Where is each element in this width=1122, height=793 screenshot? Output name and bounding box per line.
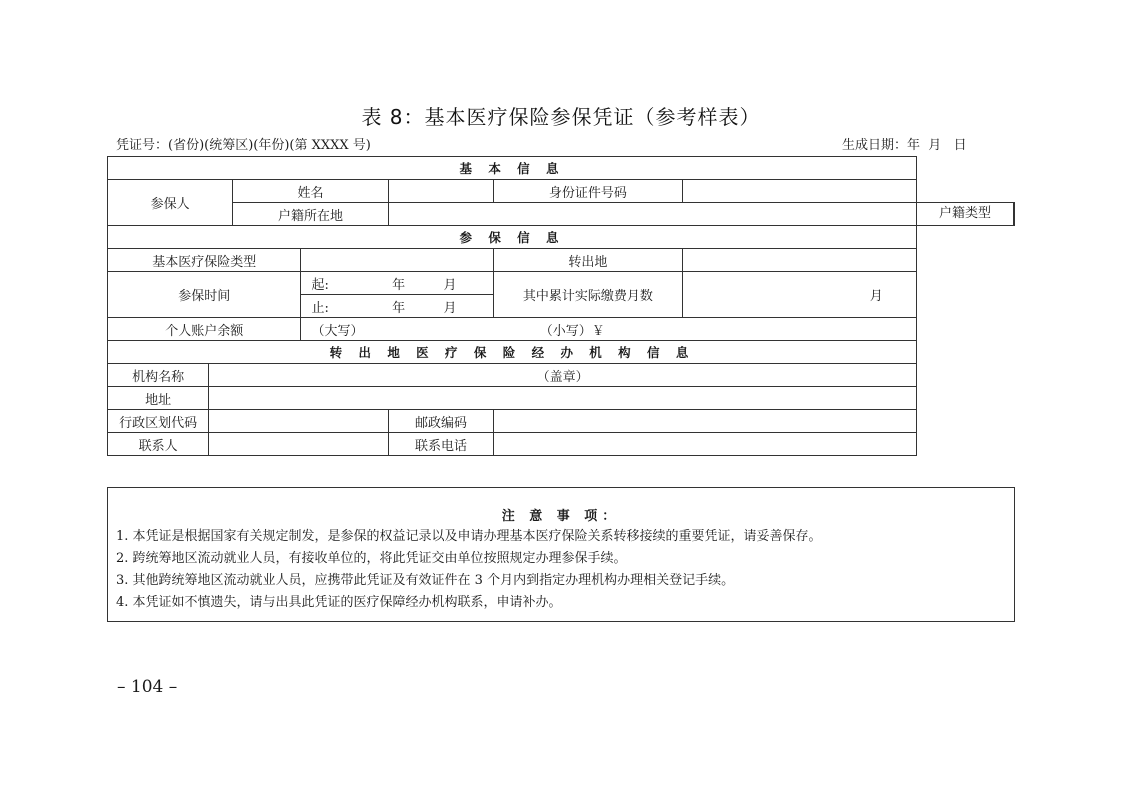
section-insurance-info: 参 保 信 息 bbox=[108, 226, 917, 249]
notes-title: 注 意 事 项： bbox=[501, 509, 621, 524]
voucher-number: 凭证号：(省份)(统筹区)(年份)(第 XXXX 号) bbox=[116, 138, 371, 153]
contact-field[interactable] bbox=[209, 433, 389, 456]
agency-name-field[interactable] bbox=[209, 364, 917, 387]
region-code-label: 行政区划代码 bbox=[108, 410, 209, 433]
address-field[interactable] bbox=[209, 387, 917, 410]
period-label: 参保时间 bbox=[108, 272, 301, 318]
postal-code-label: 邮政编码 bbox=[388, 410, 493, 433]
id-number-label: 身份证件号码 bbox=[494, 180, 682, 203]
phone-label: 联系电话 bbox=[388, 433, 493, 456]
address-label: 地址 bbox=[108, 387, 209, 410]
insured-person-label: 参保人 bbox=[108, 180, 233, 226]
paid-months-unit: 月 bbox=[869, 289, 883, 304]
household-type-cell bbox=[917, 203, 1015, 226]
document-title: 表 8：基本医疗保险参保凭证（参考样表） bbox=[361, 105, 761, 129]
period-end-field[interactable] bbox=[301, 295, 494, 318]
transfer-out-label: 转出地 bbox=[494, 249, 682, 272]
region-code-field[interactable] bbox=[209, 410, 389, 433]
name-label: 姓名 bbox=[233, 180, 389, 203]
end-year-label: 年 bbox=[392, 300, 406, 316]
end-label: 止: bbox=[311, 300, 329, 316]
account-balance-label: 个人账户余额 bbox=[108, 318, 301, 341]
voucher-table bbox=[107, 156, 1015, 456]
uppercase-label: （大写） bbox=[311, 323, 364, 339]
section-row bbox=[108, 157, 1015, 180]
seal-label: （盖章） bbox=[536, 369, 589, 385]
transfer-out-field[interactable] bbox=[682, 249, 916, 272]
phone-field[interactable] bbox=[494, 433, 917, 456]
generation-date: 生成日期：年 月 日 bbox=[842, 138, 967, 153]
contact-label: 联系人 bbox=[108, 433, 209, 456]
note-item: 1. 本凭证是根据国家有关规定制发，是参保的权益记录以及申请办理基本医疗保险关系转移接续的重要凭证，请妥善保存。 bbox=[116, 529, 822, 544]
account-balance-field[interactable] bbox=[301, 318, 917, 341]
agency-name-label: 机构名称 bbox=[108, 364, 209, 387]
insurance-type-field[interactable] bbox=[301, 249, 494, 272]
notes-list bbox=[116, 526, 822, 614]
start-month-label: 月 bbox=[443, 277, 457, 293]
insurance-type-label: 基本医疗保险类型 bbox=[108, 249, 301, 272]
note-item: 4. 本凭证如不慎遗失，请与出具此凭证的医疗保障经办机构联系，申请补办。 bbox=[116, 595, 562, 610]
paid-months-field[interactable] bbox=[682, 272, 916, 318]
section-agency-info: 转 出 地 医 疗 保 险 经 办 机 构 信 息 bbox=[108, 341, 917, 364]
notes-box bbox=[107, 487, 1015, 622]
end-month-label: 月 bbox=[443, 300, 457, 316]
section-row bbox=[108, 226, 1015, 249]
section-basic-info: 基 本 信 息 bbox=[108, 157, 917, 180]
period-start-field[interactable] bbox=[301, 272, 494, 295]
page-number: – 104 – bbox=[117, 677, 178, 697]
postal-code-field[interactable] bbox=[494, 410, 917, 433]
start-label: 起: bbox=[311, 277, 329, 293]
household-location-label: 户籍所在地 bbox=[233, 203, 389, 226]
household-type-label: 户籍类型 bbox=[917, 203, 1014, 225]
note-item: 2. 跨统筹地区流动就业人员，有接收单位的，将此凭证交由单位按照规定办理参保手续。 bbox=[116, 551, 627, 566]
section-row bbox=[108, 341, 1015, 364]
start-year-label: 年 bbox=[392, 277, 406, 293]
paid-months-label: 其中累计实际缴费月数 bbox=[494, 272, 682, 318]
id-number-field[interactable] bbox=[682, 180, 916, 203]
lowercase-label: （小写）￥ bbox=[539, 323, 605, 339]
household-location-field[interactable] bbox=[388, 203, 916, 226]
note-item: 3. 其他跨统筹地区流动就业人员，应携带此凭证及有效证件在 3 个月内到指定办理机构办理相关登记手续。 bbox=[116, 573, 735, 588]
name-field[interactable] bbox=[388, 180, 493, 203]
